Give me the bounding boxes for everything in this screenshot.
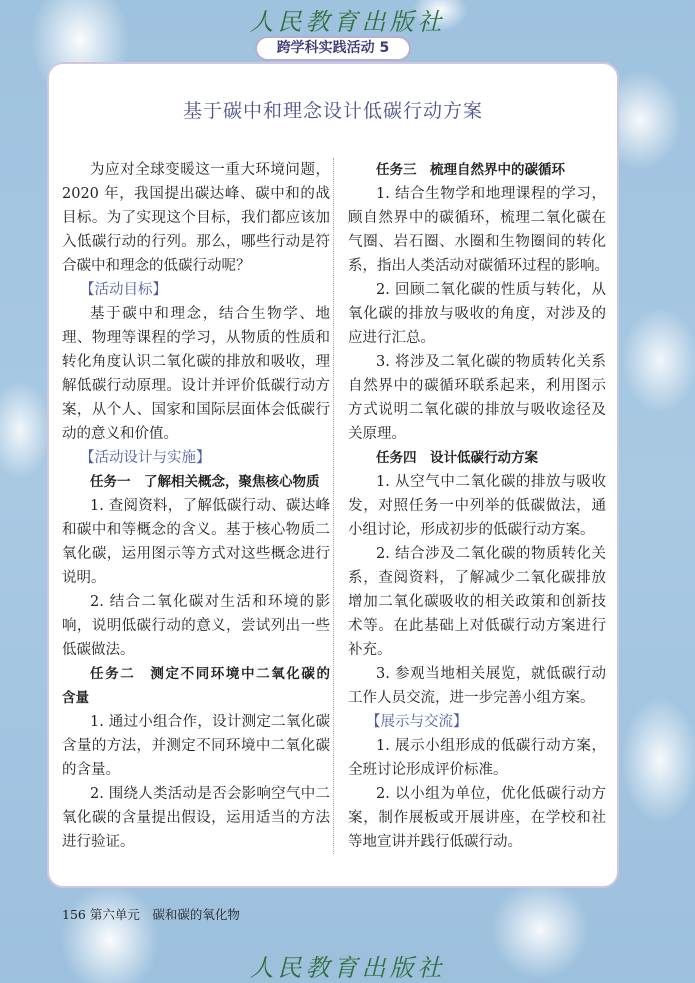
paragraph-line: 工作人员交流，进一步完善小组方案。 [348,690,595,706]
paragraph-line: 2. 结合二氧化碳对生活和环境的影 [90,594,330,610]
paragraph-line: 动的意义和价值。 [62,426,178,442]
paragraph-line: 1. 通过小组合作，设计测定二氧化碳 [90,714,330,730]
paragraph-line: 合碳中和理念的低碳行动呢？ [62,258,251,274]
page-footer [62,905,240,923]
paragraph-line: 1. 结合生物学和地理课程的学习， [376,186,606,202]
paragraph-line: 为应对全球变暖这一重大环境问题， [90,162,330,178]
publisher-logo-bottom: 人民教育出版社 [249,954,446,982]
publisher-logo: 人民教育出版社 [249,8,446,36]
paragraph-line: 2. 以小组为单位，优化低碳行动方 [376,786,606,802]
paragraph-line: 案，从个人、国家和国际层面体会低碳行 [62,402,330,418]
paragraph-line: 说明。 [62,570,106,586]
paragraph-line: 增加二氧化碳吸收的相关政策和创新技 [348,594,606,610]
paragraph-line: 1. 展示小组形成的低碳行动方案， [376,738,606,754]
left-column [62,158,330,854]
paragraph-line: 3. 参观当地相关展览，就低碳行动 [376,666,606,682]
section-tag: 【活动设计与实施】 [80,450,211,466]
paragraph-line: 案，制作展板或开展讲座，在学校和社 [348,810,606,826]
paragraph-line: 补充。 [348,642,392,658]
paragraph-line: 入低碳行动的行列。那么，哪些行动是符 [62,234,330,250]
paragraph-line: 低碳做法。 [62,642,135,658]
paragraph-line: 关原理。 [348,426,406,442]
paragraph-line: 和碳中和等概念的含义。基于核心物质二 [62,522,330,538]
paragraph-line: 2. 围绕人类活动是否会影响空气中二 [90,786,330,802]
task-heading: 任务三 梳理自然界中的碳循环 [376,162,565,178]
task-heading: 任务四 设计低碳行动方案 [376,450,538,466]
paragraph-line: 含量的方法，并测定不同环境中二氧化碳 [62,738,330,754]
paragraph-line: 顾自然界中的碳循环，梳理二氧化碳在 [348,210,606,226]
paragraph-line: 系，指出人类活动对碳循环过程的影响。 [348,258,609,274]
paragraph-line: 理、物理等课程的学习，从物质的性质和 [62,330,330,346]
paragraph-line: 基于碳中和理念，结合生物学、地 [90,306,330,322]
activity-badge: 跨学科实践活动 5 [255,36,411,61]
task-heading: 含量 [62,690,89,706]
paragraph-line: 小组讨论，形成初步的低碳行动方案。 [348,522,595,538]
paragraph-line: 2. 结合涉及二氧化碳的物质转化关 [376,546,606,562]
paragraph-line: 氧化碳的含量提出假设，运用适当的方法 [62,810,330,826]
task-heading: 任务一 了解相关概念，聚焦核心物质 [90,474,320,490]
paragraph-line: 方式说明二氧化碳的排放与吸收途径及 [348,402,606,418]
section-tag: 【活动目标】 [80,282,167,298]
section-tag: 【展示与交流】 [366,714,468,730]
task-heading: 任务二 测定不同环境中二氧化碳的 [90,666,330,682]
paragraph-line: 2020 年，我国提出碳达峰、碳中和的战 [62,186,330,202]
paragraph-line: 系，查阅资料，了解减少二氧化碳排放 [348,570,606,586]
paragraph-line: 3. 将涉及二氧化碳的物质转化关系 [376,354,606,370]
paragraph-line: 全班讨论形成评价标准。 [348,762,508,778]
page-number: 156 [62,907,86,922]
paragraph-line: 发，对照任务一中列举的低碳做法，通 [348,498,606,514]
paragraph-line: 气圈、岩石圈、水圈和生物圈间的转化 [348,234,606,250]
paragraph-line: 1. 查阅资料，了解低碳行动、碳达峰 [90,498,330,514]
paragraph-line: 解低碳行动原理。设计并评价低碳行动方 [62,378,330,394]
paragraph-line: 的含量。 [62,762,120,778]
paragraph-line: 自然界中的碳循环联系起来，利用图示 [348,378,606,394]
paragraph-line: 目标。为了实现这个目标，我们都应该加 [62,210,330,226]
paragraph-line: 2. 回顾二氧化碳的性质与转化，从 [376,282,606,298]
unit-title: 第六单元 碳和碳的氧化物 [89,907,240,922]
paragraph-line: 转化角度认识二氧化碳的排放和吸收，理 [62,354,330,370]
paragraph-line: 等地宣讲并践行低碳行动。 [348,834,522,850]
column-divider [333,158,334,854]
paragraph-line: 进行验证。 [62,834,135,850]
paragraph-line: 氧化碳，运用图示等方式对这些概念进行 [62,546,330,562]
paragraph-line: 响，说明低碳行动的意义，尝试列出一些 [62,618,330,634]
paragraph-line: 1. 从空气中二氧化碳的排放与吸收 [376,474,606,490]
paragraph-line: 氧化碳的排放与吸收的角度，对涉及的 [348,306,606,322]
right-column [348,158,609,854]
paragraph-line: 术等。在此基础上对低碳行动方案进行 [348,618,606,634]
paragraph-line: 应进行汇总。 [348,330,435,346]
page-title: 基于碳中和理念设计低碳行动方案 [182,100,483,122]
